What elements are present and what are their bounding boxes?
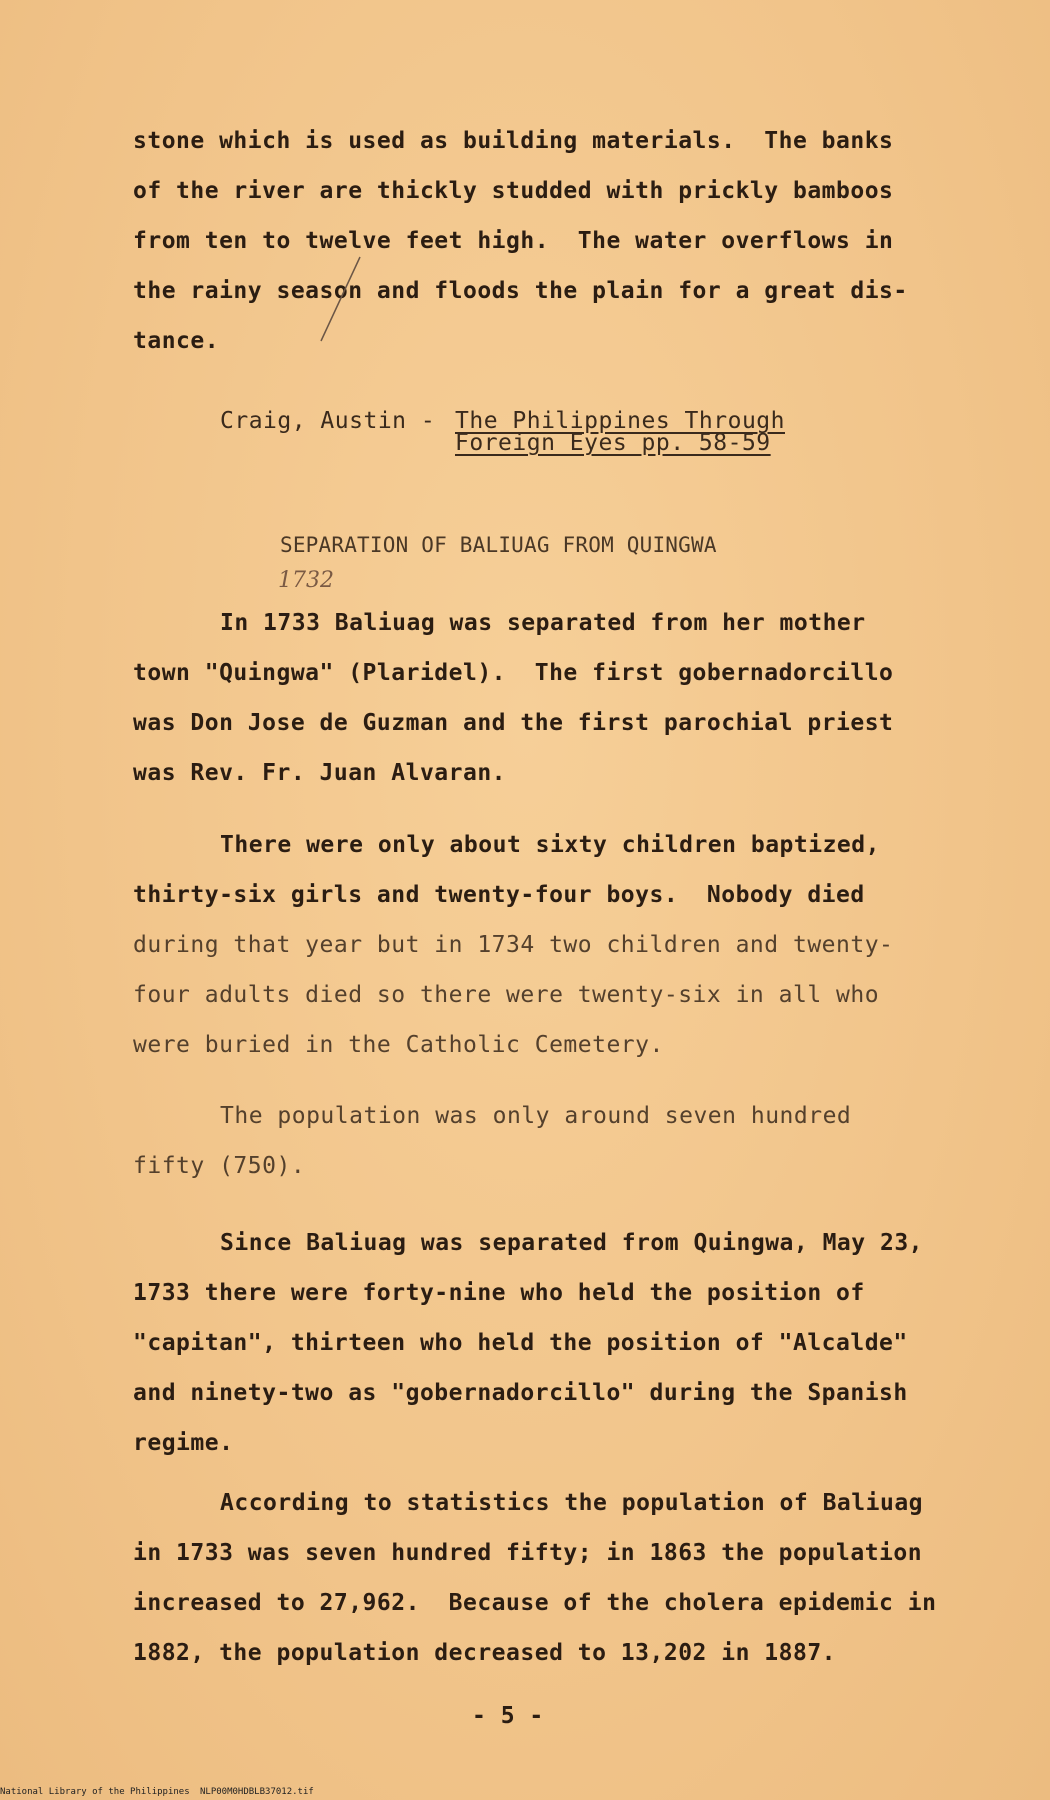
text-line: the rainy season and floods the plain for a great dis- [133, 278, 908, 304]
pencil-slash-mark [315, 255, 365, 345]
text-line: The population was only around seven hundred [220, 1103, 852, 1129]
text-line: regime. [133, 1430, 234, 1456]
footer-filename: NLP00M0HDBLB37012.tif [200, 1787, 314, 1797]
citation-author: Craig, Austin - [220, 408, 450, 434]
text-line: was Rev. Fr. Juan Alvaran. [133, 760, 507, 786]
text-line: 1733 there were forty-nine who held the position of [133, 1280, 865, 1306]
text-line: 1882, the population decreased to 13,202 in 1887. [133, 1640, 837, 1666]
text-line: stone which is used as building materials. The banks [133, 128, 894, 154]
text-line: Since Baliuag was separated from Quingwa, May 23, [220, 1230, 924, 1256]
text-line: According to statistics the population of Baliuag [220, 1490, 924, 1516]
text-line: of the river are thickly studded with prickly bamboos [133, 178, 894, 204]
text-line: in 1733 was seven hundred fifty; in 1863 the population [133, 1540, 923, 1566]
footer-library-name: National Library of the Philippines [0, 1787, 190, 1797]
text-line: were buried in the Catholic Cemetery. [133, 1032, 664, 1058]
text-line: from ten to twelve feet high. The water overflows in [133, 228, 894, 254]
citation-title-line2: Foreign Eyes pp. 58-59 [455, 430, 771, 456]
text-line: increased to 27,962. Because of the cholera epidemic in [133, 1590, 937, 1616]
text-line: and ninety-two as "gobernadorcillo" during the Spanish [133, 1380, 908, 1406]
text-line: thirty-six girls and twenty-four boys. Nobody died [133, 882, 865, 908]
section-title: SEPARATION OF BALIUAG FROM QUINGWA [280, 533, 717, 557]
page-number: - 5 - [472, 1703, 544, 1729]
citation-title-line1: The Philippines Through [455, 408, 785, 434]
text-line: four adults died so there were twenty-six in all who [133, 982, 880, 1008]
text-line: In 1733 Baliuag was separated from her mother [220, 610, 866, 636]
text-line: "capitan", thirteen who held the position of "Alcalde" [133, 1330, 908, 1356]
text-line: was Don Jose de Guzman and the first parochial priest [133, 710, 894, 736]
text-line: tance. [133, 328, 220, 354]
text-line: fifty (750). [133, 1153, 306, 1179]
text-line: There were only about sixty children baptized, [220, 832, 880, 858]
text-line: town "Quingwa" (Plaridel). The first gobernadorcillo [133, 660, 894, 686]
handwritten-year: 1732 [278, 568, 334, 593]
text-line: during that year but in 1734 two children and twenty- [133, 932, 894, 958]
